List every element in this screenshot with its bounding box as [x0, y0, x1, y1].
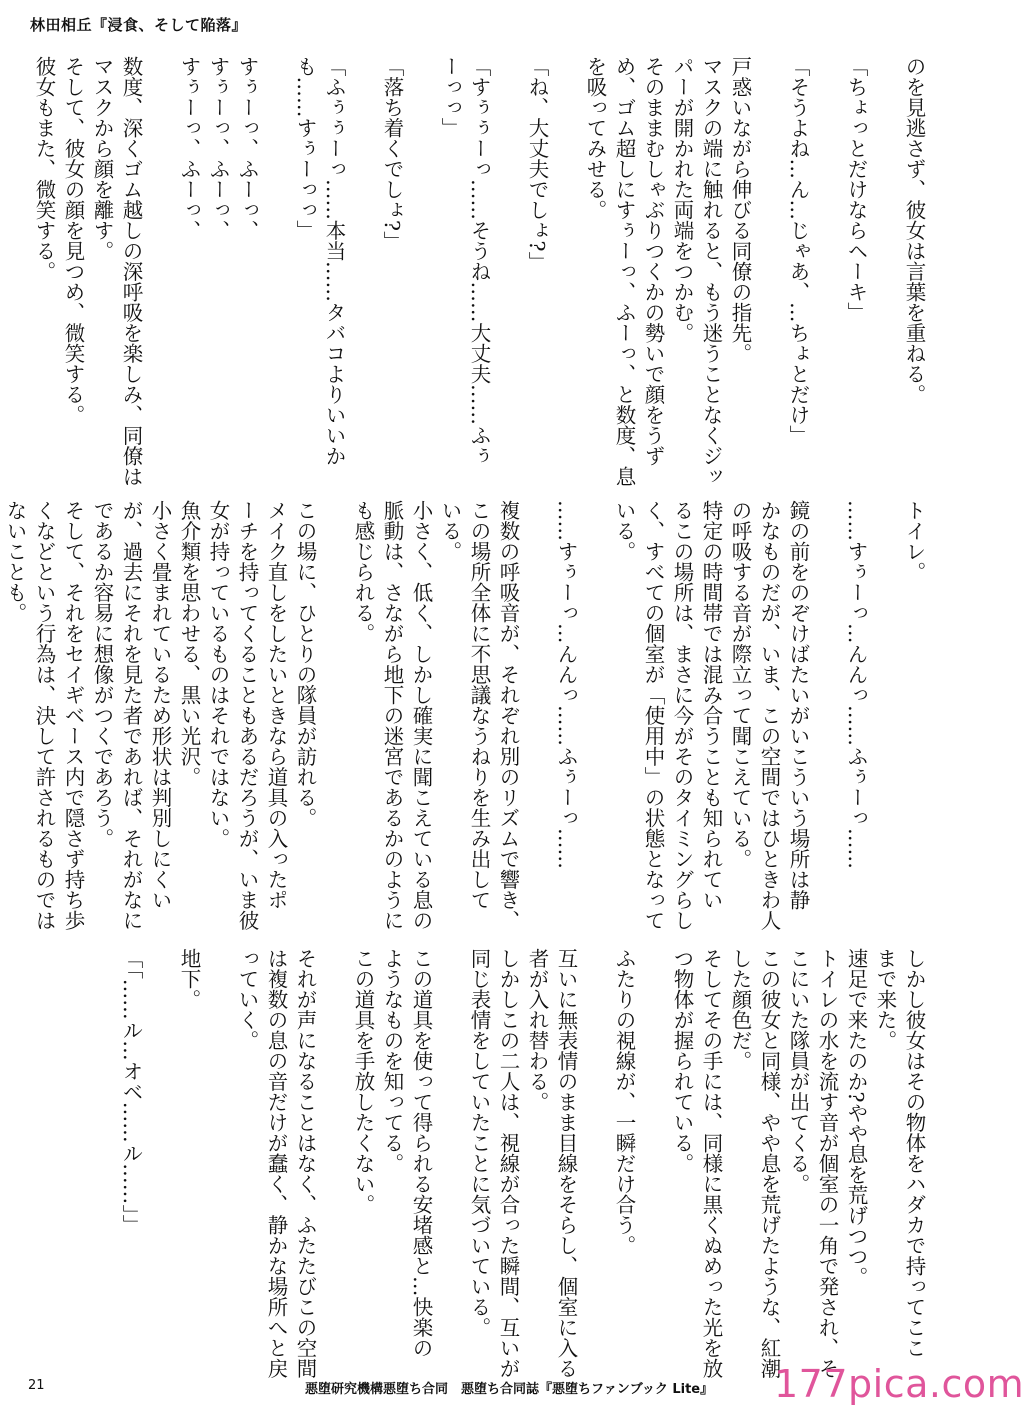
paragraph: 「「……ル…オベ……ル……」」: [119, 948, 143, 1235]
paragraph: 鏡の前をのぞけばたいがいこういう場所は静 かなものだが、いま、この空間ではひときわ人 の呼吸する音が際立って聞こえている。 特定の時間帯では混み合うことも知られてい るこの場所は、まさに今がそのタイミングらし く、すべての個室が「使用中」の状態となって いる。: [612, 500, 810, 931]
paragraph: 「落ち着くでしょ?」: [380, 56, 404, 252]
text-row-top: [32, 56, 928, 487]
paragraph: 互いに無表情のまま目線をそらし、個室に入る 者が入れ替わる。 しかしこの二人は、視線が合った瞬間、互いが 同じ表情をしていたことに気づいている。: [467, 948, 578, 1379]
paragraph: 「ね、大丈夫でしょ?」: [525, 56, 549, 272]
text-row-middle: [3, 500, 928, 931]
paragraph: ……すぅーっ…んんっ……ふぅーっ……: [844, 500, 868, 869]
paragraph: 複数の呼吸音が、それぞれ別のリズムで響き、 この場所全体に不思議なうねりを生み出して いる。 小さく、低く、しかし確実に聞こえている息の 脈動は、さながら地下の迷宮であるかのように も感じられる。: [351, 500, 520, 931]
paragraph: すぅーっ、ふーっ、 すぅーっ、ふーっ、 すぅーっ、ふーっ、: [177, 56, 259, 241]
text-row-bottom: [68, 948, 928, 1379]
paragraph: ……すぅーっ…んんっ……ふぅーっ……: [554, 500, 578, 869]
paragraph: 「ちょっとだけならヘーキ」: [844, 56, 868, 323]
paragraph: 数度、深くゴム越しの深呼吸を楽しみ、同僚は マスクから顔を離す。 そして、彼女の顔を見つめ、微笑する。 彼女もまた、微笑する。: [32, 56, 143, 487]
paragraph: 「すぅぅーっ……そうね……大丈夫……ふぅ ーっっ」: [438, 56, 491, 466]
paragraph: のを見逃さず、彼女は言葉を重ねる。: [902, 56, 926, 405]
watermark: 177pica.com: [774, 1362, 1024, 1406]
paragraph: この道具を使って得られる安堵感と…快楽の ようなものを知ってる。 この道具を手放したくない。: [351, 948, 433, 1358]
page-number: 21: [28, 1378, 45, 1393]
paragraph: トイレ。: [902, 500, 926, 582]
paragraph: 戸惑いながら伸びる同僚の指先。 マスクの端に触れると、もう迷うことなくジッ パーが開かれた両端をつかむ。 そのままむしゃぶりつくかの勢いで顔をうず め、ゴム超しにすぅーっ、ふーっ、と数度、息 を吸ってみせる。: [583, 56, 752, 487]
paragraph: 「ふぅぅーっ……本当……タバコよりいいか も……すぅーっっ」: [293, 56, 346, 466]
paragraph: それが声になることはなく、ふたたびこの空間 は複数の息の音だけが蠢く、静かな場所へと戻 っていく。: [235, 948, 317, 1379]
paragraph: 「そうよね…ん…じゃあ、…ちょとだけ」: [786, 56, 810, 446]
running-header: 林田相丘『浸食、そして陥落』: [30, 16, 248, 34]
paragraph: この場に、ひとりの隊員が訪れる。 メイク直しをしたいときなら道具の入ったポ ーチを持ってくることもあるだろうが、いま彼 女が持っているものはそれではない。 魚介類を思わせる、黒い光沢。 小さく畳まれているため形状は判別しにくい が、過去にそれを見た者であれば、それがなに であるか容易に想像がつくであろう。 そして、それをセイギベース内で隠さず持ち歩 くなどという行為は、決して許されるものでは ないことも。: [3, 500, 317, 931]
paragraph: ふたりの視線が、一瞬だけ合う。: [612, 948, 636, 1256]
paragraph: 地下。: [177, 948, 201, 1010]
paragraph: しかし彼女はその物体をハダカで持ってここ まで来た。 速足で来たのか?やや息を荒げつつ。 トイレの水を流す音が個室の一角で発され、そ こにいた隊員が出てくる。 この彼女と同様、やや息を荒げたような、紅潮 した顔色だ。 そしてその手には、同様に黒くぬめった光を放 つ物体が握られている。: [670, 948, 926, 1379]
publication-credit: 悪堕研究機構悪堕ち合同 悪堕ち合同誌『悪堕ちファンブック Lite』: [305, 1382, 714, 1397]
